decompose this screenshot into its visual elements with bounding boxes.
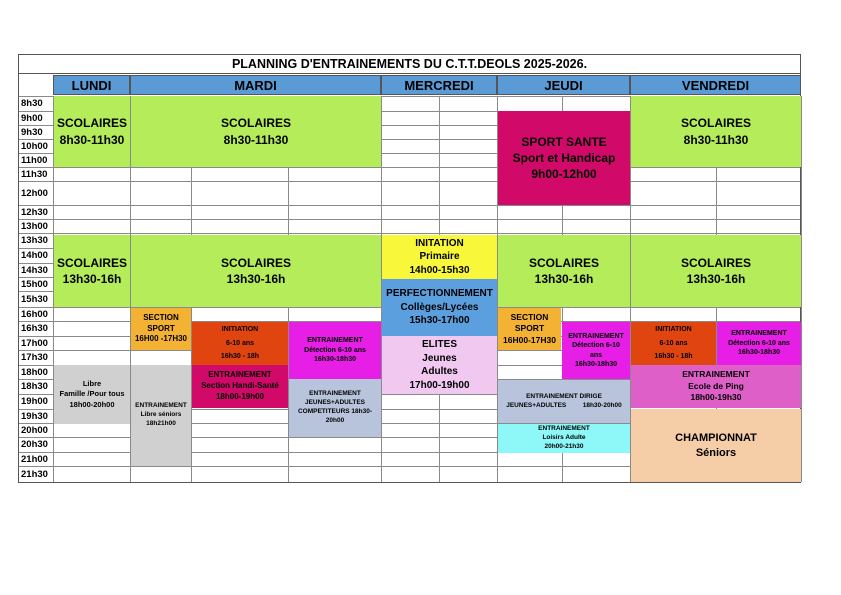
time-label: 12h00 bbox=[21, 187, 48, 199]
vendredi-ecole-de-ping bbox=[631, 365, 801, 408]
block-line: ENTRAINEMENT bbox=[538, 425, 590, 433]
block-line: Collèges/Lycées bbox=[400, 301, 479, 313]
grid-col-line bbox=[801, 96, 802, 482]
block-line: JEUNES+ADULTES bbox=[304, 399, 366, 407]
time-label: 21h30 bbox=[21, 468, 48, 480]
block-line: SCOLAIRES bbox=[56, 255, 127, 270]
block-line: Adultes bbox=[421, 366, 458, 377]
block-line: Séniors bbox=[695, 446, 737, 459]
mercredi-elites bbox=[382, 336, 497, 394]
block-line: PERFECTIONNEMENT bbox=[386, 288, 493, 300]
time-label: 11h30 bbox=[21, 168, 48, 180]
block-line: 18h00-19h00 bbox=[215, 391, 265, 401]
block-line: CHAMPIONNAT bbox=[675, 431, 757, 444]
block-line: INITIATION bbox=[655, 326, 692, 334]
time-label: 13h30 bbox=[21, 235, 48, 246]
jeudi-scolaires-afternoon bbox=[498, 235, 630, 307]
block-line: SCOLAIRES bbox=[220, 116, 291, 131]
time-label: 19h00 bbox=[21, 396, 48, 407]
vendredi-scolaires-morning bbox=[631, 96, 801, 167]
block-line: 6-10 ans bbox=[225, 339, 255, 347]
block-line: INITATION bbox=[415, 237, 464, 249]
block-line: Détection 6-10 bbox=[572, 342, 620, 350]
time-label: 20h00 bbox=[21, 424, 48, 436]
page-title: PLANNING D'ENTRAINEMENTS DU C.T.T.DEOLS 2025-2026. bbox=[18, 54, 801, 74]
block-line: 6-10 ans bbox=[659, 339, 688, 347]
block-line: ans bbox=[589, 351, 603, 359]
time-label: 15h30 bbox=[21, 293, 48, 305]
block-line: 18h00-19h30 bbox=[690, 392, 742, 403]
block-line: ELITES bbox=[421, 339, 457, 350]
mardi-entrainement-libre bbox=[131, 365, 191, 466]
block-line: SECTION bbox=[143, 312, 179, 322]
mardi-entrainement-jeunes-adultes bbox=[289, 379, 381, 437]
vendredi-scolaires-afternoon bbox=[631, 235, 801, 307]
mardi-scolaires-afternoon bbox=[131, 235, 381, 307]
time-label: 12h30 bbox=[21, 206, 48, 218]
lundi-scolaires-morning bbox=[54, 96, 130, 167]
block-line: SPORT bbox=[514, 323, 545, 334]
block-line: SCOLAIRES bbox=[528, 255, 599, 270]
block-line: 16h30-18h30 bbox=[737, 349, 781, 357]
jeudi-section-sport bbox=[498, 308, 561, 350]
block-line: 14h00-15h30 bbox=[409, 264, 470, 276]
block-line: 9h00-12h00 bbox=[531, 167, 597, 182]
time-label: 10h00 bbox=[21, 140, 48, 152]
block-line: ENTRAINEMENT bbox=[208, 370, 272, 380]
block-line: 13h30-16h bbox=[226, 272, 286, 286]
block-line: Détection 6-10 ans bbox=[728, 339, 790, 347]
day-header-vendredi: VENDREDI bbox=[630, 75, 801, 95]
block-line: 18h00-20h00 bbox=[69, 399, 115, 409]
block-line: 13h30-16h bbox=[686, 272, 746, 286]
time-label: 16h30 bbox=[21, 323, 48, 334]
time-label: 13h00 bbox=[21, 220, 48, 232]
block-line: ENTRAINEMENT bbox=[135, 402, 187, 410]
block-line-pair bbox=[498, 402, 630, 411]
jeudi-entrainement-dirige bbox=[498, 380, 630, 423]
jeudi-entrainement-detection bbox=[562, 322, 630, 379]
mercredi-initation bbox=[382, 235, 497, 279]
block-line: SCOLAIRES bbox=[680, 116, 751, 131]
time-label: 15h00 bbox=[21, 278, 48, 290]
mardi-scolaires-morning bbox=[131, 96, 381, 167]
block-line: Jeunes bbox=[422, 352, 457, 364]
block-line: ENTRAINEMENT DIRIGE bbox=[526, 392, 602, 400]
day-header-jeudi: JEUDI bbox=[497, 75, 630, 95]
block-line: 18h30-20h00 bbox=[582, 401, 622, 409]
jeudi-sport-sante bbox=[498, 111, 630, 205]
block-line: 8h30-11h30 bbox=[59, 132, 125, 147]
block-line: Loisirs Adulte bbox=[542, 434, 586, 442]
block-line: Libre séniors bbox=[140, 411, 182, 419]
vendredi-championnat bbox=[631, 409, 801, 482]
block-line: SPORT SANTE bbox=[521, 134, 607, 149]
time-label: 16h00 bbox=[21, 308, 48, 320]
block-line: 13h30-16h bbox=[534, 272, 594, 286]
day-header-lundi: LUNDI bbox=[53, 75, 130, 95]
block-line: Section Handi-Santé bbox=[201, 381, 279, 391]
block-line: Primaire bbox=[419, 251, 460, 263]
block-line: 16h30-18h30 bbox=[574, 360, 618, 368]
block-line: Libre bbox=[82, 379, 102, 389]
block-line: ENTRAINEMENT bbox=[309, 390, 361, 398]
block-line: SCOLAIRES bbox=[680, 255, 751, 270]
jeudi-entrainement-loisirs bbox=[498, 424, 630, 453]
block-line: ENTRAINEMENT bbox=[307, 337, 363, 345]
time-label: 17h30 bbox=[21, 352, 48, 363]
block-line: ENTRAINEMENT bbox=[731, 330, 787, 338]
time-label: 9h00 bbox=[21, 112, 43, 124]
block-line: SPORT bbox=[147, 323, 175, 333]
block-line: Ecole de Ping bbox=[688, 380, 744, 391]
block-line: 17h00-19h00 bbox=[409, 379, 470, 391]
block-line: SECTION bbox=[510, 311, 549, 322]
time-label: 17h00 bbox=[21, 337, 48, 349]
mardi-entrainement-detection bbox=[289, 322, 381, 379]
block-line: 16H00 -17H30 bbox=[134, 334, 188, 344]
block-line: 15h30-17h00 bbox=[409, 315, 470, 327]
time-label: 8h30 bbox=[21, 98, 43, 109]
block-line: 20h00-21h30 bbox=[544, 442, 584, 450]
time-label: 9h30 bbox=[21, 126, 43, 138]
time-label: 20h30 bbox=[21, 439, 48, 450]
time-label: 14h30 bbox=[21, 264, 48, 276]
block-line: 8h30-11h30 bbox=[683, 132, 749, 147]
block-line: 8h30-11h30 bbox=[223, 132, 289, 147]
block-line: ENTRAINEMENT bbox=[682, 369, 750, 380]
vendredi-entrainement-detection bbox=[717, 322, 801, 365]
block-line: Détection 6-10 ans bbox=[304, 346, 366, 354]
block-line: SCOLAIRES bbox=[220, 255, 291, 270]
time-label: 18h00 bbox=[21, 366, 48, 378]
lundi-libre-famille bbox=[54, 365, 130, 424]
mardi-initiation bbox=[192, 322, 288, 365]
day-header-mercredi: MERCREDI bbox=[381, 75, 497, 95]
time-label: 11h00 bbox=[21, 154, 48, 166]
block-line: INITIATION bbox=[221, 326, 259, 334]
block-line: ENTRAINEMENT bbox=[568, 332, 624, 340]
mardi-section-sport bbox=[131, 308, 191, 350]
block-line: Famille /Pour tous bbox=[59, 389, 125, 399]
block-line: 13h30-16h bbox=[62, 272, 122, 286]
time-label: 21h00 bbox=[21, 453, 48, 465]
day-header-mardi: MARDI bbox=[130, 75, 381, 95]
block-line: 18h21h00 bbox=[146, 419, 176, 427]
block-line: JEUNES+ADULTES bbox=[506, 401, 567, 409]
block-line: 16h30-18h30 bbox=[313, 356, 357, 364]
mercredi-perfectionnement bbox=[382, 279, 497, 336]
vendredi-initiation bbox=[631, 322, 716, 365]
mardi-entrainement-handi-sante bbox=[192, 365, 288, 408]
block-line: 16H00-17H30 bbox=[503, 334, 556, 345]
lundi-scolaires-afternoon bbox=[54, 235, 130, 307]
block-line: COMPETITEURS 18h30- bbox=[297, 408, 373, 415]
block-line: 16h30 - 18h bbox=[220, 353, 260, 361]
block-line: 16h30 - 18h bbox=[654, 353, 693, 361]
time-label: 19h30 bbox=[21, 410, 48, 422]
time-label: 14h00 bbox=[21, 250, 48, 261]
block-line: Sport et Handicap bbox=[512, 150, 616, 165]
block-line: 20h00 bbox=[325, 416, 345, 424]
block-line: SCOLAIRES bbox=[56, 116, 127, 131]
time-label: 18h30 bbox=[21, 381, 48, 392]
